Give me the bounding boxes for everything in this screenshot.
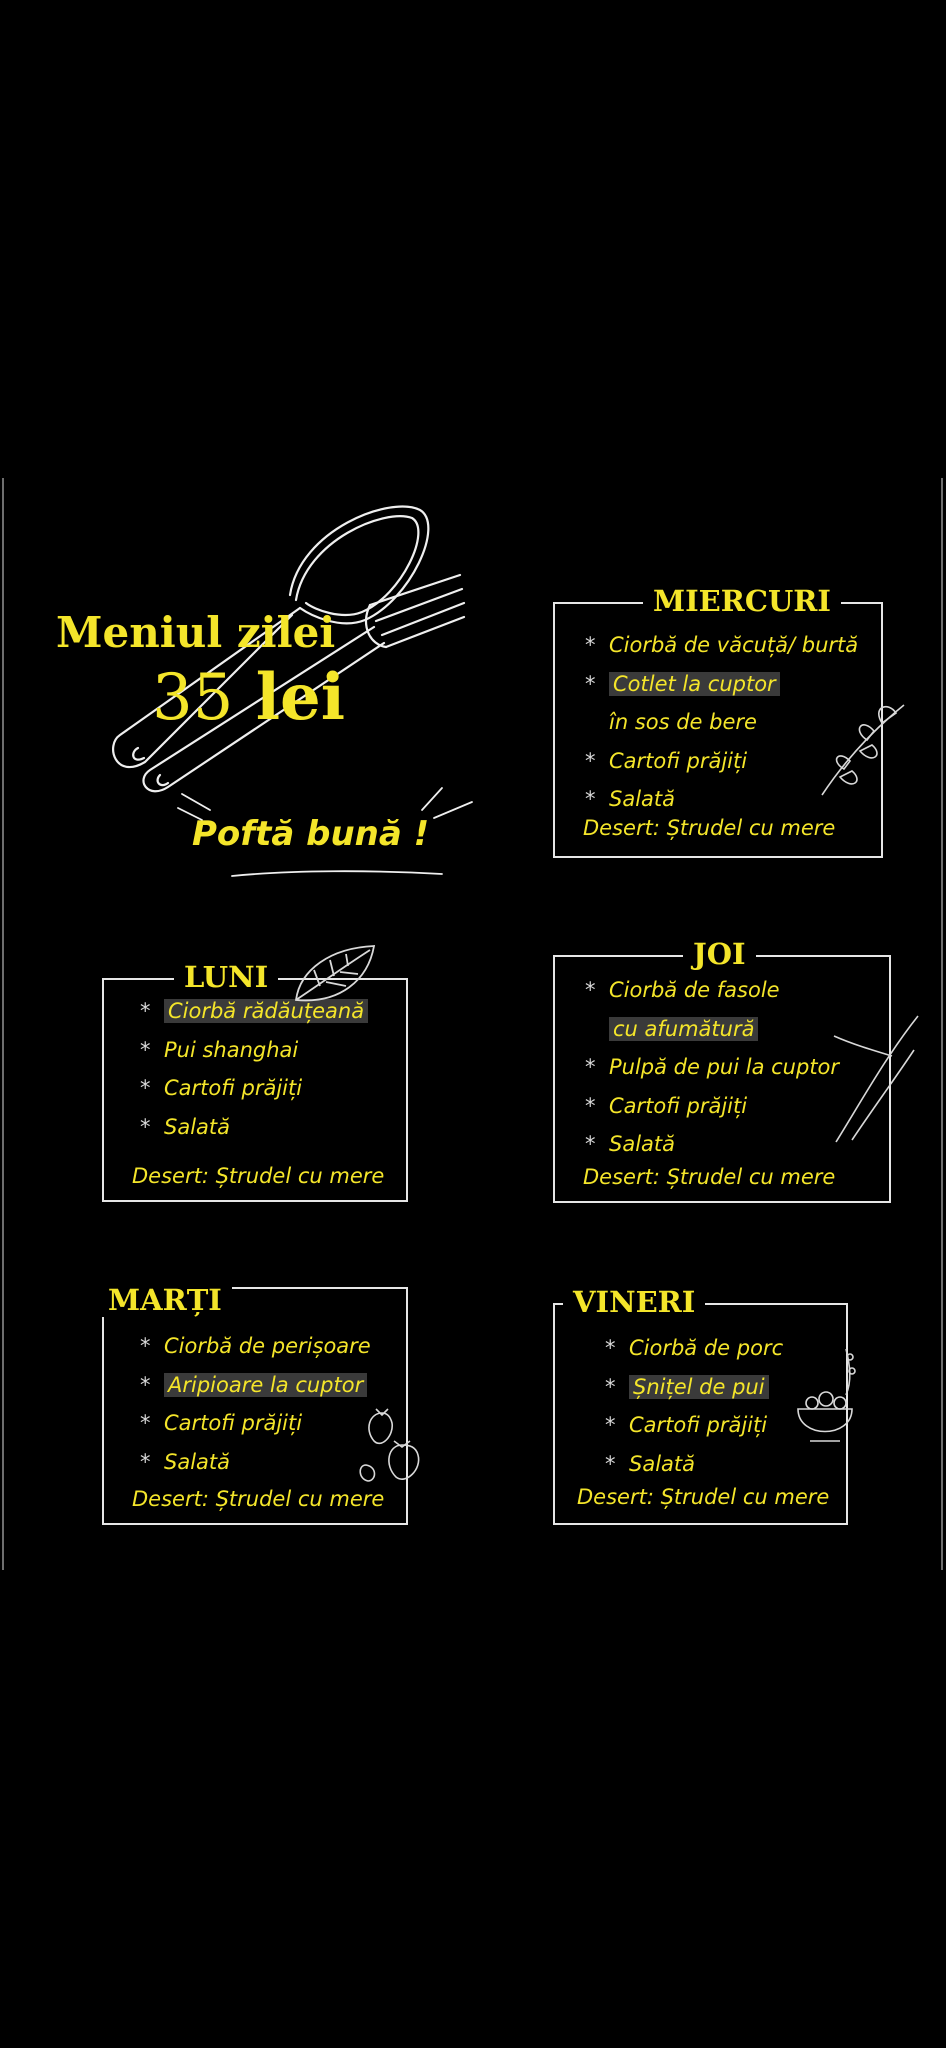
menu-item: în sos de bere [609, 710, 757, 734]
menu-price [152, 660, 345, 735]
strawberry-icon [358, 1405, 432, 1485]
menu-item: * Cartofi prăjiți [140, 1076, 303, 1100]
greeting-text: Poftă bună ! [192, 814, 430, 854]
day-box-luni [102, 960, 408, 1202]
menu-item: * Șnițel de pui [605, 1368, 783, 1407]
day-title-joi: JOI [683, 937, 756, 971]
herb-sprig-icon [812, 695, 912, 805]
menu-item: * Ciorbă de văcuță/ burtă [585, 633, 859, 657]
dessert-miercuri: Desert: Ștrudel cu mere [583, 816, 836, 840]
menu-item: * Pulpă de pui la cuptor [585, 1055, 840, 1079]
dessert-luni: Desert: Ștrudel cu mere [132, 1164, 385, 1188]
salad-bowl-icon [790, 1345, 870, 1455]
menu-item: * Ciorbă rădăuțeană [140, 992, 368, 1031]
dessert-vineri: Desert: Ștrudel cu mere [577, 1485, 830, 1509]
menu-item: * Pui shanghai [140, 1037, 299, 1062]
poster-left-edge [2, 478, 4, 1570]
menu-item: * Cotlet la cuptor [585, 665, 858, 704]
day-title-luni: LUNI [174, 960, 278, 994]
menu-item: * Salată [585, 787, 676, 811]
leaf-icon [290, 940, 380, 1010]
menu-item: * Cartofi prăjiți [585, 748, 748, 773]
menu-item: * Ciorbă de perișoare [140, 1334, 371, 1358]
menu-title: Meniul zilei [56, 608, 336, 657]
menu-item: * Salată [605, 1451, 696, 1476]
menu-item: * Ciorbă de fasole [585, 978, 780, 1002]
menu-item: * Cartofi prăjiți [605, 1413, 768, 1437]
day-title-marti: MARȚI [102, 1283, 232, 1317]
menu-item: * Aripioare la cuptor [140, 1366, 371, 1405]
menu-item: * Ciorbă de porc [605, 1336, 784, 1360]
menu-item: * Salată [140, 1449, 231, 1474]
day-title-miercuri: MIERCURI [643, 584, 841, 618]
grass-blades-icon [832, 1010, 922, 1150]
dessert-marti: Desert: Ștrudel cu mere [132, 1487, 385, 1511]
price-number: 35 [152, 661, 234, 735]
menu-item: * Cartofi prăjiți [585, 1093, 748, 1118]
menu-item: * Salată [140, 1114, 231, 1139]
dessert-joi: Desert: Ștrudel cu mere [583, 1165, 836, 1189]
menu-item: * Cartofi prăjiți [140, 1411, 303, 1435]
day-title-vineri: VINERI [563, 1285, 705, 1319]
poster-right-edge [941, 478, 943, 1570]
menu-item: cu afumătură [585, 1010, 839, 1049]
menu-item: * Salată [585, 1132, 676, 1156]
price-unit: lei [255, 660, 346, 735]
